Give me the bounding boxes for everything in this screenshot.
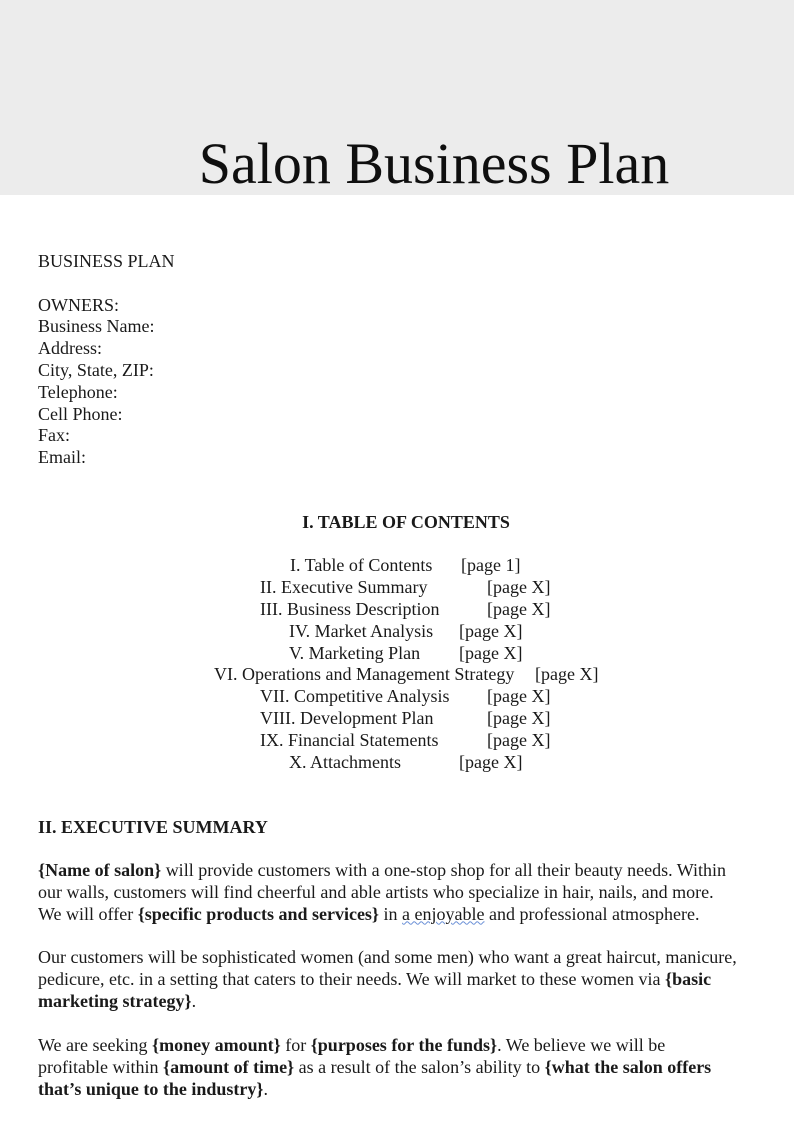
- paragraph-text: .: [191, 990, 197, 1011]
- summary-paragraph-1: [38, 860, 768, 925]
- grammar-flagged-text: a enjoyable: [402, 903, 485, 924]
- executive-summary-heading: II. EXECUTIVE SUMMARY: [38, 817, 268, 837]
- summary-paragraph-3: [38, 1035, 768, 1100]
- paragraph-text: . We believe we will be: [497, 1035, 666, 1055]
- toc-entry-label: IX. Financial Statements: [260, 730, 439, 750]
- toc-entry-label: VIII. Development Plan: [260, 708, 434, 728]
- paragraph-text: for: [280, 1035, 311, 1055]
- address-label: Address:: [38, 338, 102, 359]
- fax-label: Fax:: [38, 425, 71, 446]
- paragraph-text: in: [379, 903, 403, 924]
- toc-entry-label: II. Executive Summary: [260, 577, 428, 597]
- business-plan-label: BUSINESS PLAN: [38, 251, 175, 271]
- placeholder-products-services: {specific products and services}: [137, 903, 380, 924]
- toc-entry: [260, 577, 551, 599]
- document-title: Salon Business Plan: [198, 131, 670, 196]
- paragraph-text: .: [263, 1078, 268, 1099]
- placeholder-marketing-strategy: marketing strategy}: [38, 990, 192, 1011]
- toc-entry-label: IV. Market Analysis: [289, 621, 434, 641]
- toc-entry-page: [page X]: [459, 643, 523, 663]
- paragraph-text: as a result of the salon’s ability to: [294, 1056, 545, 1077]
- paragraph-text: and professional atmosphere.: [484, 903, 700, 924]
- toc-entry-label: I. Table of Contents: [290, 555, 433, 575]
- toc-entry-label: III. Business Description: [260, 599, 440, 619]
- toc-entry-page: [page X]: [487, 599, 551, 619]
- toc-entry: [289, 752, 523, 774]
- paragraph-text: pedicure, etc. in a setting that caters to their needs. We will market to these women via: [38, 968, 666, 989]
- summary-paragraph-2: [38, 947, 768, 1012]
- toc-entry: [260, 708, 551, 730]
- toc-entry-label: VII. Competitive Analysis: [260, 686, 450, 706]
- toc-entry: [260, 730, 551, 752]
- toc-entry-page: [page X]: [487, 686, 551, 706]
- toc-entry-label: VI. Operations and Management Strategy: [214, 664, 515, 684]
- toc-entry-page: [page 1]: [461, 555, 521, 575]
- paragraph-text: profitable within: [38, 1056, 163, 1077]
- paragraph-text: will provide customers with a one-stop shop for all their beauty needs. Within: [161, 860, 727, 880]
- paragraph-text: We will offer: [38, 903, 138, 924]
- paragraph-text: Our customers will be sophisticated women (and some men) who want a great haircut, manicure,: [38, 947, 737, 967]
- owners-label: OWNERS:: [38, 294, 119, 315]
- placeholder-salon-name: {Name of salon}: [38, 860, 162, 880]
- placeholder-money-amount: {money amount}: [152, 1035, 281, 1055]
- toc-entry: [260, 599, 551, 621]
- placeholder-unique-offer: that’s unique to the industry}: [38, 1078, 264, 1099]
- placeholder-funds-purpose: {purposes for the funds}: [310, 1035, 498, 1055]
- toc-entry-label: V. Marketing Plan: [289, 643, 421, 663]
- toc-entry-page: [page X]: [459, 752, 523, 772]
- toc-entry-page: [page X]: [487, 730, 551, 750]
- toc-heading: I. TABLE OF CONTENTS: [302, 512, 510, 532]
- toc-entry: [260, 686, 551, 708]
- paragraph-text: our walls, customers will find cheerful and able artists who specialize in hair, nails, and more.: [38, 881, 714, 902]
- telephone-label: Telephone:: [38, 381, 118, 402]
- cell-phone-label: Cell Phone:: [38, 403, 123, 424]
- placeholder-amount-of-time: {amount of time}: [162, 1056, 295, 1077]
- toc-entry: [289, 643, 523, 665]
- city-state-zip-label: City, State, ZIP:: [38, 359, 154, 380]
- toc-entry: [289, 621, 523, 643]
- business-name-label: Business Name:: [38, 316, 155, 337]
- email-label: Email:: [38, 447, 86, 468]
- contact-block: [38, 251, 175, 469]
- toc-entry: [214, 664, 599, 686]
- paragraph-text: We are seeking: [38, 1035, 152, 1055]
- placeholder-marketing-strategy: {basic: [665, 968, 712, 989]
- toc-entry-page: [page X]: [487, 708, 551, 728]
- placeholder-unique-offer: {what the salon offers: [544, 1056, 712, 1077]
- toc-entry-page: [page X]: [487, 577, 551, 597]
- toc-entry-page: [page X]: [459, 621, 523, 641]
- toc-entry: [290, 555, 521, 577]
- toc-entry-page: [page X]: [535, 664, 599, 684]
- toc-entry-label: X. Attachments: [289, 752, 401, 772]
